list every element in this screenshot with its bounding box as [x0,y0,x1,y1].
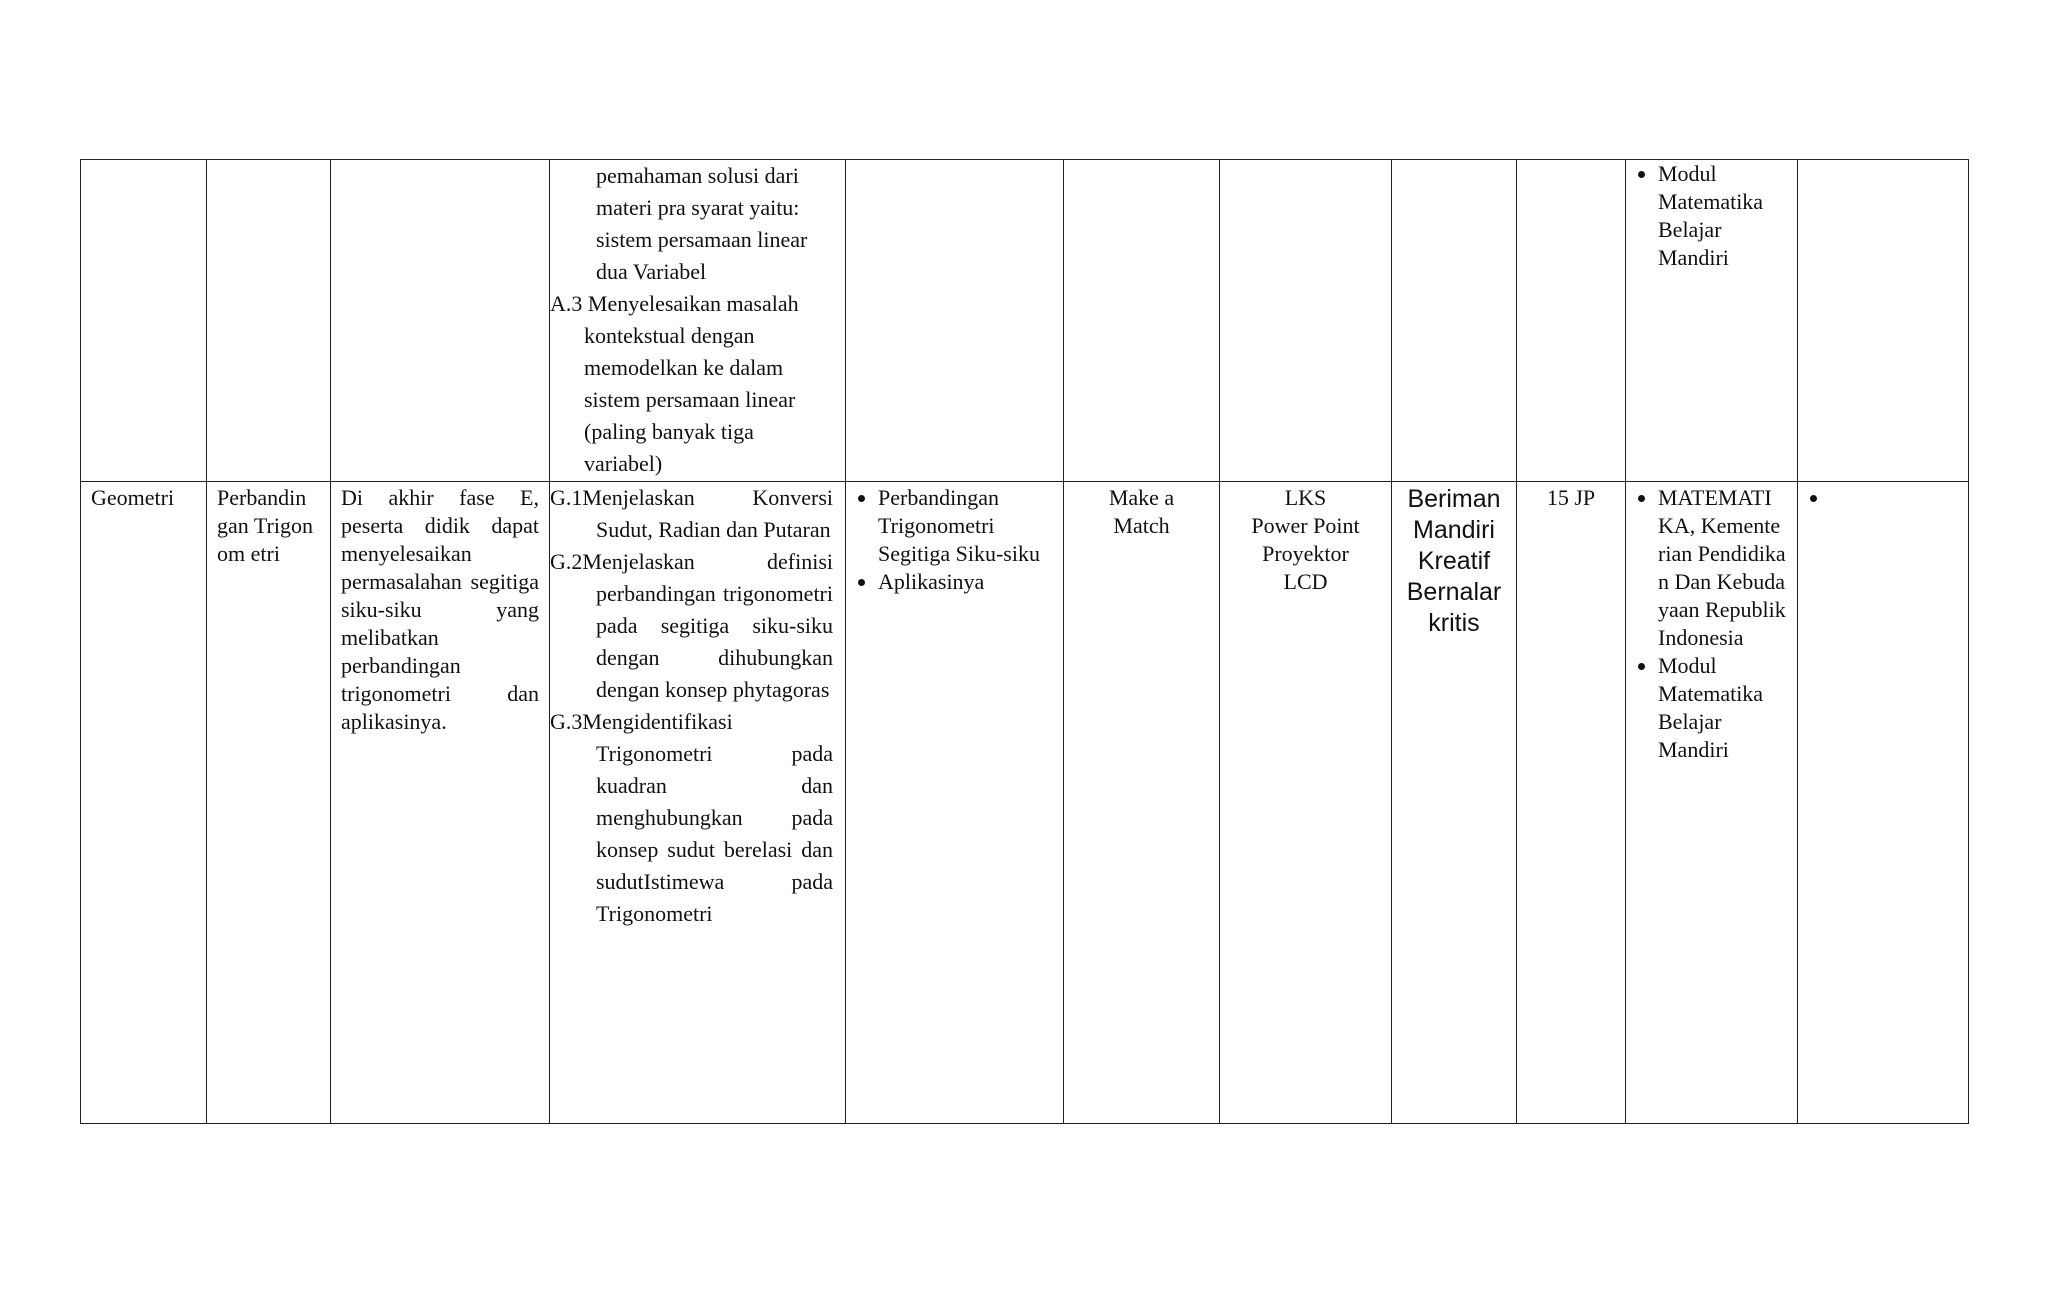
r2-capaian-cell [331,482,550,1123]
profil-item: Bernalar [1406,578,1502,606]
r2-model-cell [1064,482,1220,1123]
capaian-text: Di akhir fase E, peserta didik dapat menyelesaikan permasalahan segitiga siku-siku yang melibatkan perbandingan trigonometri dan aplikasinya. [341,485,539,734]
tujuan-g2-heading: G.2Menjelaskan definisi [550,549,833,574]
r1-capaian-cell [331,160,550,482]
waktu-text: 15 JP [1546,485,1596,510]
model-text: Make a Match [1108,485,1175,538]
tujuan-g1-heading: G.1Menjelaskan Konversi [550,485,833,510]
lesson-plan-table [80,159,1969,1124]
list-item: • Modul Matematika Belajar Mandiri [1658,160,1787,272]
r1-waktu-cell [1517,160,1626,482]
media-item: LKS [1284,485,1327,510]
media-item: Power Point [1251,513,1360,538]
r2-elemen-cell [81,482,207,1123]
r1-penilaian-cell [1798,160,1968,482]
tujuan-g3-body: Trigonometri pada kuadran dan menghubungkan pada konsep sudut berelasi dan sudutIstimewa pada Trigonometri [596,741,833,926]
profil-item: Mandiri [1413,516,1495,544]
r2-materi-cell [207,482,331,1123]
profil-item: kritis [1428,609,1480,637]
r2-waktu-cell [1517,482,1626,1123]
materi-pokok-list [856,484,1053,596]
r1-sumber-list [1636,160,1787,272]
r1-media-cell [1220,160,1392,482]
media-item: LCD [1283,569,1328,594]
list-item: • Modul Matematika Belajar Mandiri [1658,652,1787,764]
r2-sumber-cell [1626,482,1798,1123]
r2-materi-pokok-cell [846,482,1064,1123]
tujuan-g1-body: Sudut, Radian dan Putaran [596,517,831,542]
tujuan-g3-heading: G.3Mengidentifikasi [550,709,733,734]
r2-penilaian-cell [1798,482,1968,1123]
penilaian-list [1808,484,1958,512]
tujuan-continuation-text: pemahaman solusi dari materi pra syarat yaitu: sistem persamaan linear dua Variabel [596,163,808,284]
r1-materi-pokok-cell [846,160,1064,482]
r2-tujuan-cell [550,482,846,1123]
tujuan-a3-body: kontekstual dengan memodelkan ke dalam sistem persamaan linear (paling banyak tiga variabel) [584,323,796,476]
profil-item: Kreatif [1417,547,1491,575]
list-item: • Perbandingan Trigonometri Segitiga Siku-siku [878,484,1053,568]
r1-model-cell [1064,160,1220,482]
r1-tujuan-cell [550,160,846,482]
materi-text: Perbandin gan Trigonom etri [217,485,313,566]
list-item [1830,484,1958,512]
r2-profil-cell [1392,482,1517,1123]
list-item: • MATEMATIKA, Kementerian Pendidikan Dan Kebudayaan Republik Indonesia [1658,484,1787,652]
r1-profil-cell [1392,160,1517,482]
r1-sumber-cell [1626,160,1798,482]
r1-elemen-cell [81,160,207,482]
r1-materi-cell [207,160,331,482]
list-item: • Aplikasinya [878,568,1053,596]
media-item: Proyektor [1262,541,1349,566]
tujuan-g2-body: perbandingan trigonometri pada segitiga siku-siku dengan dihubungkan dengan konsep phytagoras [596,581,833,702]
profil-item: Beriman [1407,485,1501,513]
tujuan-a3-heading: A.3 Menyelesaikan masalah [550,291,799,316]
elemen-text: Geometri [91,485,175,510]
r2-sumber-list [1636,484,1787,764]
r2-media-cell [1220,482,1392,1123]
